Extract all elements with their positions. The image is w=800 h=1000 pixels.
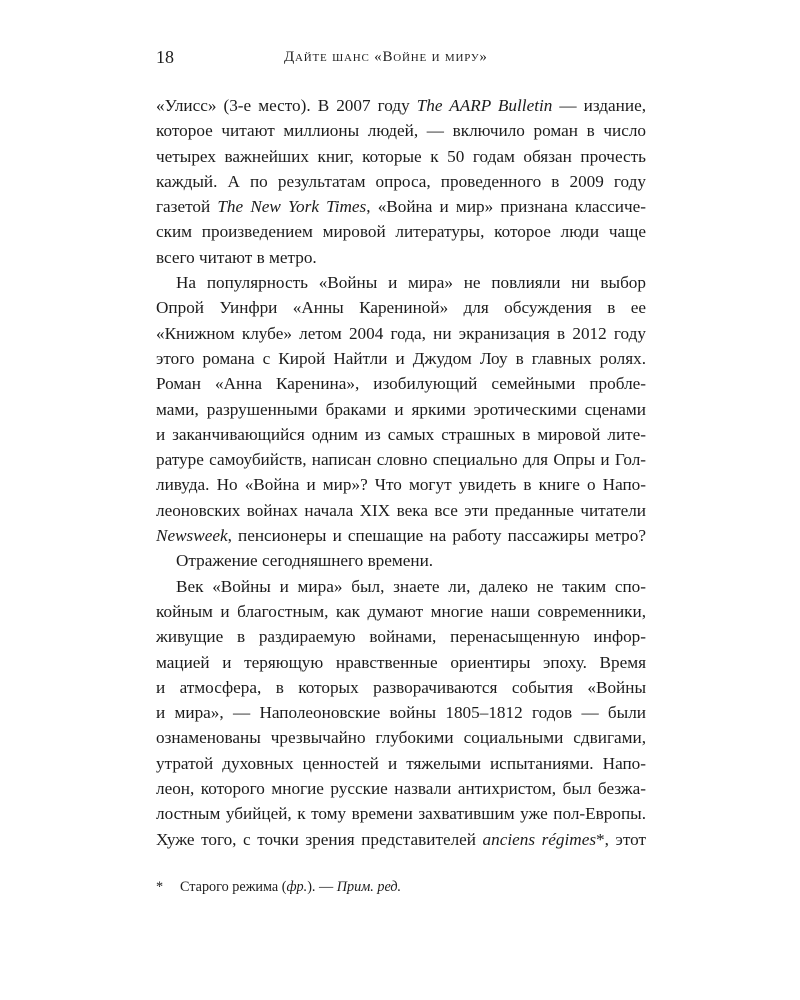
text-line: лостным убийцей, к тому времени захватившим уже пол-Европы. [156, 804, 646, 824]
italic-title: Прим. ред. [336, 879, 402, 895]
text-line: всего читают в метро. [156, 247, 317, 267]
text-line: ским произведением мировой литературы, которое люди чаще [156, 222, 646, 242]
text-line: Век «Войны и мира» был, знаете ли, далеко не таким спо- [176, 576, 646, 596]
footnote-marker: * [156, 879, 164, 895]
text-line: мацией и теряющую нравственные ориентиры эпоху. Время [156, 652, 646, 672]
text-line: газетой The New York Times, «Война и мир» признана классиче- [156, 197, 646, 217]
text-line: утратой духовных ценностей и тяжелыми испытаниями. Напо- [156, 753, 646, 773]
running-title: Дайте шанс «Войне и миру» [284, 49, 488, 65]
text-line: На популярность «Войны и мира» не повлияли ни выбор [176, 273, 646, 293]
text-line: каждый. А по результатам опроса, проведенного в 2009 году [156, 171, 646, 191]
text-line: Отражение сегодняшнего времени. [176, 551, 434, 571]
text-line: четырех важнейших книг, которые к 50 годам обязан прочесть [156, 146, 646, 166]
running-head [156, 44, 646, 70]
text-line: ливуда. Но «Война и мир»? Что могут увидеть в книге о Напо- [156, 475, 646, 495]
text-line: ратуре самоубийств, написан словно специально для Опры и Гол- [156, 450, 646, 470]
text-line: Хуже того, с точки зрения представителей anciens régimes*, этот [156, 829, 646, 849]
italic-title: The AARP Bulletin [416, 96, 553, 115]
text-line: мами, разрушенными браками и яркими эротическими сценами [156, 399, 646, 419]
body-text [156, 93, 646, 852]
italic-title: The New York Times [217, 197, 367, 217]
text-line: леон, которого многие русские назвали антихристом, был безжа- [156, 779, 646, 799]
text-line: и атмосфера, в которых разворачиваются события «Войны [156, 677, 646, 697]
text-line: койным и благостным, как думают многие наши современники, [156, 601, 646, 621]
page-number: 18 [156, 47, 174, 67]
text-line: леоновских войнах начала XIX века все эти преданные читатели [156, 500, 646, 520]
text-line: Роман «Анна Каренина», изобилующий семейными пробле- [156, 374, 646, 394]
text-line: «Улисс» (3-е место). В 2007 году The AARP Bulletin — издание, [156, 96, 646, 115]
footnote [156, 876, 646, 898]
text-line: живущие в раздираемую войнами, перенасыщенную инфор- [156, 627, 646, 647]
text-line: «Книжном клубе» летом 2004 года, ни экранизация в 2012 году [156, 323, 646, 343]
italic-title: anciens régimes [482, 829, 597, 849]
text-line: этого романа с Кирой Найтли и Джудом Лоу в главных ролях. [156, 348, 646, 368]
text-line: Опрой Уинфри «Анны Карениной» для обсуждения в ее [156, 298, 646, 318]
text-line: Newsweek, пенсионеры и спешащие на работу пассажиры метро? [156, 526, 646, 546]
italic-title: фр. [286, 879, 308, 895]
text-line: и заканчивающийся одним из самых страшных в мировой лите- [156, 424, 646, 444]
italic-title: Newsweek [156, 526, 228, 546]
text-line: ознаменованы чрезвычайно глубокими социальными сдвигами, [156, 728, 646, 748]
text-line: и мира», — Наполеоновские войны 1805–1812 годов — были [156, 703, 646, 723]
text-line: которое читают миллионы людей, — включило роман в число [156, 121, 646, 141]
footnote-text: Старого режима (фр.). — Прим. ред. [180, 879, 402, 895]
